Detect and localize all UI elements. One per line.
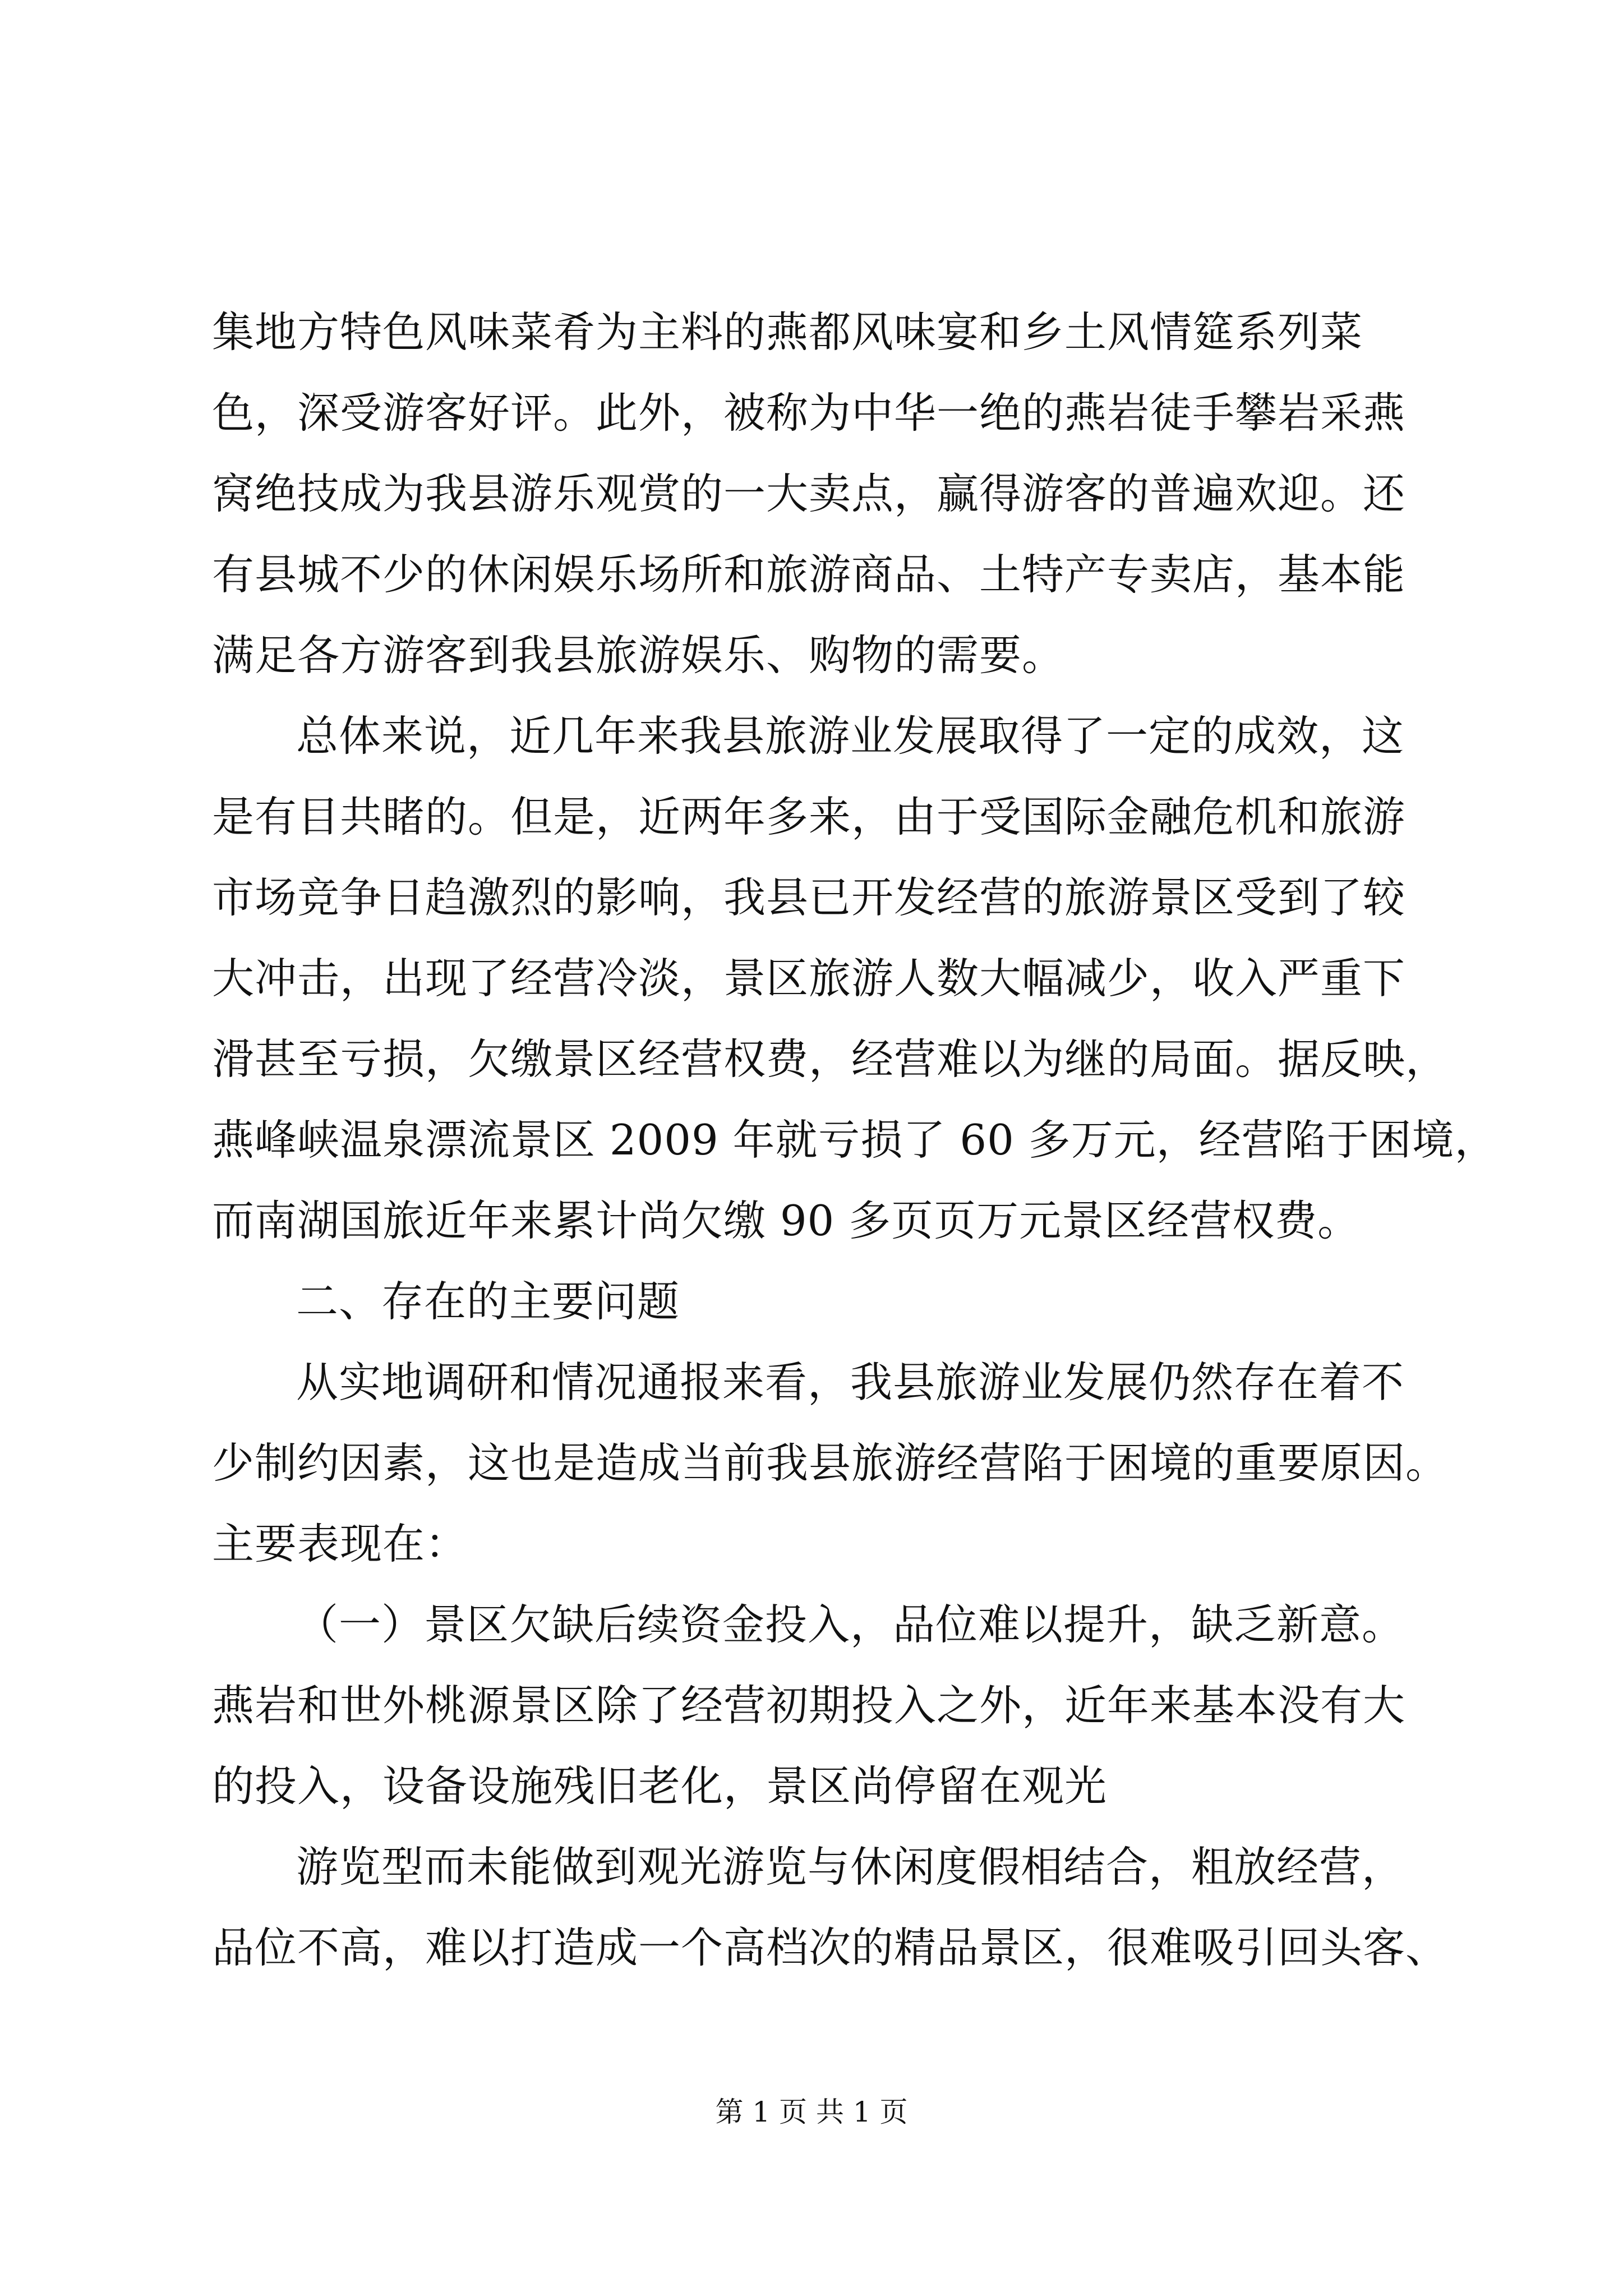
paragraph-line: 有县城不少的休闲娱乐场所和旅游商品、土特产专卖店，基本能 bbox=[212, 550, 1406, 599]
subsection-heading: （一）景区欠缺后续资金投入，品位难以提升，缺乏新意。 bbox=[296, 1600, 1405, 1649]
paragraph-line: 总体来说，近几年来我县旅游业发展取得了一定的成效，这 bbox=[296, 711, 1405, 761]
paragraph-line: 少制约因素，这也是造成当前我县旅游经营陷于困境的重要原因。 bbox=[212, 1438, 1449, 1488]
paragraph-line: 是有目共睹的。但是，近两年多来，由于受国际金融危机和旅游 bbox=[212, 792, 1406, 841]
page-footer: 第 1 页 共 1 页 bbox=[715, 2096, 908, 2128]
paragraph-line: 主要表现在： bbox=[212, 1519, 468, 1568]
paragraph-line: 集地方特色风味菜肴为主料的燕都风味宴和乡土风情筵系列菜 bbox=[212, 307, 1363, 357]
paragraph-line: 满足各方游客到我县旅游娱乐、购物的需要。 bbox=[212, 631, 1065, 680]
paragraph-line: 滑甚至亏损，欠缴景区经营权费，经营难以为继的局面。据反映， bbox=[212, 1034, 1449, 1084]
paragraph-line: 窝绝技成为我县游乐观赏的一大卖点，赢得游客的普遍欢迎。还 bbox=[212, 469, 1406, 518]
paragraph-line: 从实地调研和情况通报来看，我县旅游业发展仍然存在着不 bbox=[296, 1358, 1405, 1407]
paragraph-line: 大冲击，出现了经营冷淡，景区旅游人数大幅减少，收入严重下 bbox=[212, 954, 1406, 1003]
paragraph-line: 而南湖国旅近年来累计尚欠缴 90 多页页万元景区经营权费。 bbox=[212, 1196, 1361, 1245]
paragraph-line: 游览型而未能做到观光游览与休闲度假相结合，粗放经营， bbox=[296, 1842, 1405, 1892]
paragraph-line: 燕峰峡温泉漂流景区 2009 年就亏损了 60 多万元，经营陷于困境， bbox=[212, 1115, 1497, 1165]
body-text bbox=[212, 292, 1497, 1988]
paragraph-line: 燕岩和世外桃源景区除了经营初期投入之外，近年来基本没有大 bbox=[212, 1681, 1406, 1730]
paragraph-line: 品位不高，难以打造成一个高档次的精品景区，很难吸引回头客、 bbox=[212, 1923, 1449, 1972]
paragraph-line: 的投入，设备设施残旧老化，景区尚停留在观光 bbox=[212, 1761, 1108, 1811]
paragraph-line: 色，深受游客好评。此外，被称为中华一绝的燕岩徒手攀岩采燕 bbox=[212, 388, 1406, 438]
paragraph-line: 市场竞争日趋激烈的影响，我县已开发经营的旅游景区受到了较 bbox=[212, 873, 1406, 922]
section-heading: 二、存在的主要问题 bbox=[296, 1277, 680, 1326]
